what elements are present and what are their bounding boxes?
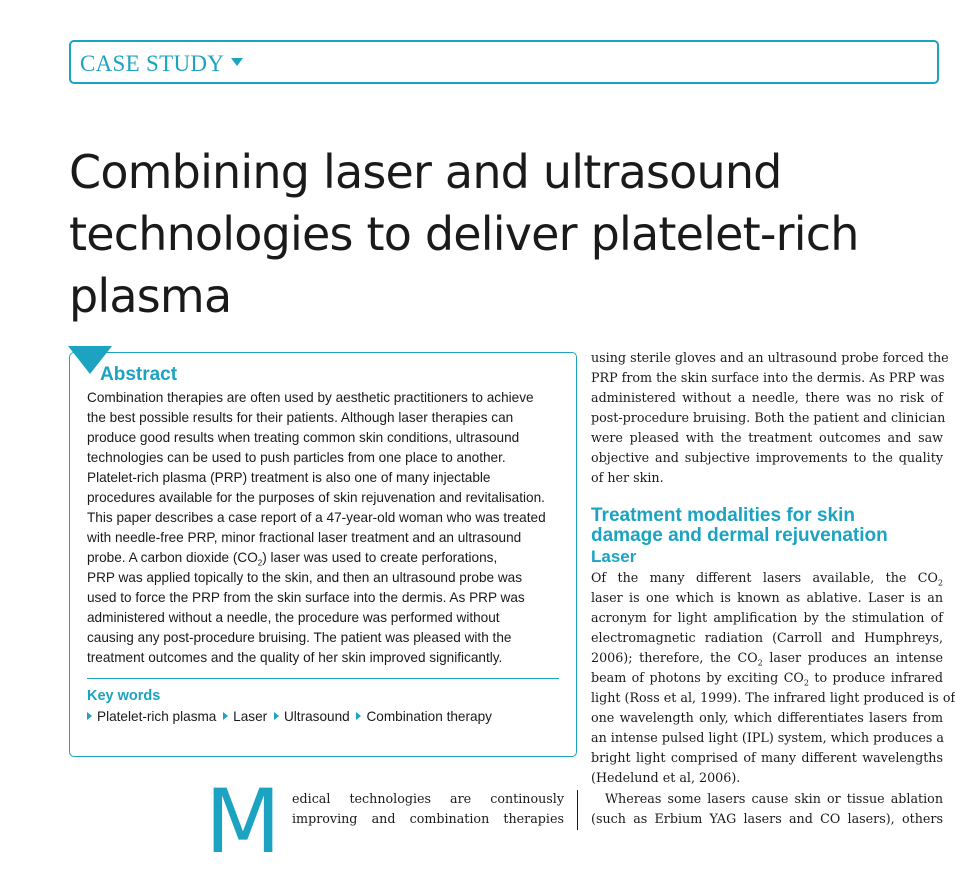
paragraph-line: acronym for light amplification by the stimulation of [591,610,943,625]
abstract-line: Platelet-rich plasma (PRP) treatment is also one of many injectable [87,470,491,485]
right-column-paragraph [591,348,949,488]
abstract-line: PRP was applied topically to the skin, and then an ultrasound probe was [87,570,523,585]
paragraph-line: (Hedelund et al, 2006). [591,770,741,785]
bullet-arrow-icon [356,712,361,720]
abstract-heading: Abstract [100,364,178,385]
laser-paragraph [591,568,955,788]
paragraph-line: Whereas some lasers cause skin or tissue ablation [605,791,943,806]
title-line-2: technologies to deliver platelet-rich plasma [69,207,859,323]
paragraph-line: electromagnetic radiation (Carroll and Humphreys, [591,630,943,645]
keywords-divider [87,678,559,679]
abstract-line: used to force the PRP from the skin surface into the dermis. As PRP was [87,590,525,605]
title-line-1: Combining laser and ultrasound [69,145,782,199]
paragraph-line: edical technologies are continously [292,791,564,806]
paragraph-line: administered without a needle, there was no risk of [591,390,943,405]
paragraph-line: objective and subjective improvements to the quality [591,450,943,465]
paragraph-line: one wavelength only, which differentiates lasers from [591,710,943,725]
bullet-arrow-icon [223,712,228,720]
paragraph-line: beam of photons by exciting $CO_2$ to produce infrared [591,670,943,688]
paragraph-line: Of the many different lasers available, the $CO_2$ [591,570,943,588]
body-paragraph [292,789,564,829]
abstract-line: probe. A carbon dioxide $(CO_2)$ laser was used to create perforations, [87,550,498,568]
abstract-line: the best possible results for their patients. Although laser therapies can [87,410,514,425]
keyword-item: Platelet-rich plasma [87,709,216,724]
paragraph-line: (such as Erbium YAG lasers and CO lasers), others [591,811,943,826]
section-label: CASE STUDY [80,51,243,77]
right-column-bottom-paragraph [591,789,943,829]
abstract-line: procedures available for the purposes of skin rejuvenation and revitalisation. [87,490,545,505]
keyword-item: Laser [223,709,267,724]
section-heading: Treatment modalities for skin damage and dermal rejuvenation [591,505,888,546]
paragraph-line: bright light comprised of many different wavelengths [591,750,943,765]
paragraph-line: were pleased with the treatment outcomes and saw [591,430,943,445]
abstract-line: administered without a needle, the procedure was performed without [87,610,500,625]
abstract-text [87,388,562,668]
keyword-item: Ultrasound [274,709,350,724]
paragraph-line: PRP from the skin surface into the dermis. As PRP was [591,370,945,385]
abstract-line: Combination therapies are often used by aesthetic practitioners to achieve [87,390,534,405]
paragraph-line: an intense pulsed light (IPL) system, which produces a [591,730,944,745]
dropdown-triangle-icon [231,58,243,66]
section-banner [69,40,939,84]
bullet-arrow-icon [274,712,279,720]
abstract-line: produce good results when treating common skin conditions, ultrasound [87,430,520,445]
column-divider [577,790,578,830]
keyword-item: Combination therapy [356,709,491,724]
paragraph-line: post-procedure bruising. Both the patient and clinician [591,410,946,425]
bullet-arrow-icon [87,712,92,720]
abstract-line: causing any post-procedure bruising. The patient was pleased with the [87,630,512,645]
drop-cap: M [205,770,281,873]
paragraph-line: using sterile gloves and an ultrasound probe forced the [591,350,949,365]
article-title [69,141,954,327]
paragraph-line: light (Ross et al, 1999). The infrared light produced is of [591,690,955,705]
paragraph-line: laser is one which is known as ablative. Laser is an [591,590,943,605]
abstract-line: This paper describes a case report of a 47-year-old woman who was treated [87,510,546,525]
paragraph-line: 2006); therefore, the $CO_2$ laser produces an intense [591,650,943,668]
subsection-heading: Laser [591,547,637,566]
paragraph-line: of her skin. [591,470,664,485]
keywords-heading: Key words [87,688,161,704]
abstract-line: with needle-free PRP, minor fractional laser treatment and an ultrasound [87,530,522,545]
keywords-list [87,709,495,724]
abstract-line: technologies can be used to push particles from one place to another. [87,450,506,465]
abstract-line: treatment outcomes and the quality of her skin improved significantly. [87,650,503,665]
paragraph-line: improving and combination therapies [292,811,564,826]
